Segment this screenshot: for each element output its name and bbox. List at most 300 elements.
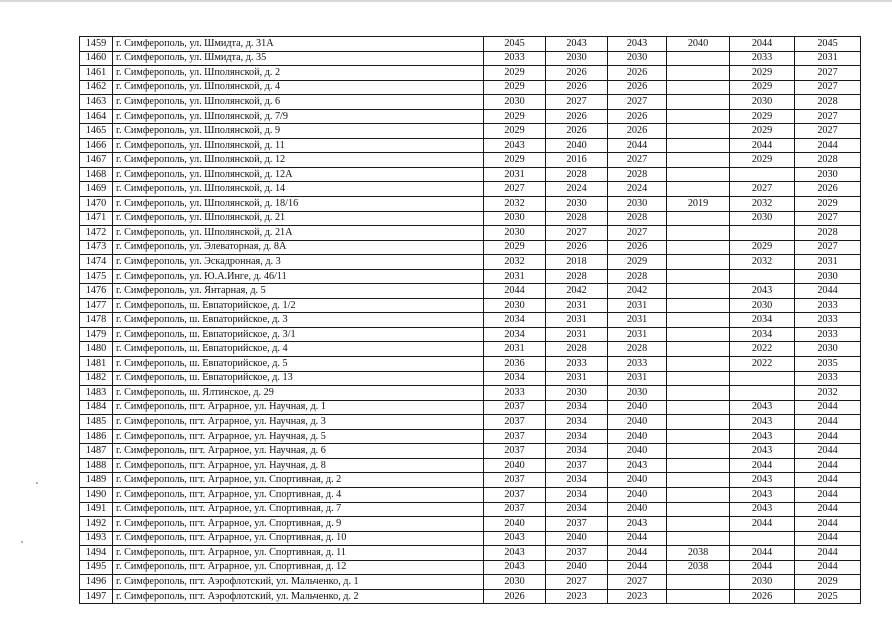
year-cell-4 [667, 517, 730, 532]
row-number-cell: 1479 [80, 327, 113, 342]
year-cell-6: 2026 [795, 182, 861, 197]
year-cell-3: 2029 [608, 255, 667, 270]
year-cell-4 [667, 95, 730, 110]
row-number-cell: 1466 [80, 138, 113, 153]
address-cell: г. Симферополь, ул. Шполянской, д. 6 [113, 95, 484, 110]
address-cell: г. Симферополь, ул. Эскадронная, д. 3 [113, 255, 484, 270]
year-cell-1: 2032 [484, 255, 546, 270]
year-cell-1: 2036 [484, 357, 546, 372]
year-cell-6: 2044 [795, 546, 861, 561]
table-row [80, 415, 861, 430]
year-cell-4 [667, 458, 730, 473]
year-cell-4 [667, 444, 730, 459]
address-cell: г. Симферополь, ул. Шполянской, д. 12А [113, 167, 484, 182]
row-number-cell: 1488 [80, 458, 113, 473]
year-cell-6: 2029 [795, 197, 861, 212]
row-number-cell: 1497 [80, 589, 113, 604]
year-cell-5: 2043 [730, 400, 795, 415]
address-cell: г. Симферополь, ул. Шполянской, д. 9 [113, 124, 484, 139]
year-cell-4 [667, 167, 730, 182]
table-row [80, 167, 861, 182]
row-number-cell: 1471 [80, 211, 113, 226]
year-cell-2: 2031 [546, 313, 608, 328]
table-row [80, 531, 861, 546]
row-number-cell: 1462 [80, 80, 113, 95]
table-row [80, 487, 861, 502]
year-cell-6: 2044 [795, 458, 861, 473]
year-cell-6: 2044 [795, 473, 861, 488]
year-cell-4 [667, 240, 730, 255]
year-cell-4 [667, 182, 730, 197]
year-cell-5: 2030 [730, 211, 795, 226]
year-cell-5: 2030 [730, 95, 795, 110]
year-cell-4 [667, 371, 730, 386]
year-cell-2: 2030 [546, 51, 608, 66]
year-cell-2: 2031 [546, 327, 608, 342]
table-row [80, 371, 861, 386]
row-number-cell: 1469 [80, 182, 113, 197]
row-number-cell: 1459 [80, 37, 113, 52]
row-number-cell: 1496 [80, 575, 113, 590]
row-number-cell: 1482 [80, 371, 113, 386]
year-cell-2: 2016 [546, 153, 608, 168]
year-cell-5: 2029 [730, 80, 795, 95]
table-row [80, 560, 861, 575]
year-cell-2: 2037 [546, 546, 608, 561]
year-cell-4 [667, 502, 730, 517]
row-number-cell: 1464 [80, 109, 113, 124]
year-cell-2: 2024 [546, 182, 608, 197]
year-cell-3: 2027 [608, 226, 667, 241]
year-cell-5: 2032 [730, 255, 795, 270]
year-cell-2: 2031 [546, 298, 608, 313]
year-cell-3: 2044 [608, 560, 667, 575]
year-cell-5: 2044 [730, 37, 795, 52]
year-cell-2: 2040 [546, 138, 608, 153]
table-row [80, 51, 861, 66]
table-row [80, 284, 861, 299]
address-cell: г. Симферополь, пгт. Аэрофлотский, ул. Мальченко, д. 2 [113, 589, 484, 604]
year-cell-4 [667, 226, 730, 241]
row-number-cell: 1493 [80, 531, 113, 546]
year-cell-6: 2044 [795, 284, 861, 299]
year-cell-2: 2028 [546, 269, 608, 284]
year-cell-3: 2023 [608, 589, 667, 604]
year-cell-6: 2030 [795, 167, 861, 182]
year-cell-2: 2031 [546, 371, 608, 386]
row-number-cell: 1487 [80, 444, 113, 459]
year-cell-6: 2029 [795, 575, 861, 590]
address-cell: г. Симферополь, ул. Элеваторная, д. 8А [113, 240, 484, 255]
year-cell-1: 2045 [484, 37, 546, 52]
year-cell-4 [667, 211, 730, 226]
year-cell-5: 2044 [730, 517, 795, 532]
year-cell-3: 2040 [608, 400, 667, 415]
table-row [80, 240, 861, 255]
year-cell-1: 2030 [484, 226, 546, 241]
year-cell-3: 2043 [608, 458, 667, 473]
row-number-cell: 1470 [80, 197, 113, 212]
housing-repair-schedule-table [79, 36, 861, 604]
year-cell-4 [667, 124, 730, 139]
year-cell-2: 2034 [546, 444, 608, 459]
year-cell-6: 2044 [795, 531, 861, 546]
year-cell-4 [667, 255, 730, 270]
address-cell: г. Симферополь, пгт. Аграрное, ул. Спортивная, д. 10 [113, 531, 484, 546]
year-cell-1: 2037 [484, 487, 546, 502]
year-cell-1: 2032 [484, 197, 546, 212]
year-cell-5: 2027 [730, 182, 795, 197]
year-cell-4 [667, 327, 730, 342]
address-cell: г. Симферополь, ш. Евпаторийское, д. 4 [113, 342, 484, 357]
address-cell: г. Симферополь, ул. Шполянской, д. 12 [113, 153, 484, 168]
year-cell-3: 2027 [608, 575, 667, 590]
address-cell: г. Симферополь, ул. Шполянской, д. 2 [113, 66, 484, 81]
address-cell: г. Симферополь, пгт. Аграрное, ул. Спортивная, д. 12 [113, 560, 484, 575]
row-number-cell: 1486 [80, 429, 113, 444]
table-row [80, 109, 861, 124]
year-cell-4 [667, 386, 730, 401]
address-cell: г. Симферополь, пгт. Аграрное, ул. Спортивная, д. 7 [113, 502, 484, 517]
year-cell-4 [667, 298, 730, 313]
year-cell-5 [730, 531, 795, 546]
year-cell-4 [667, 473, 730, 488]
address-cell: г. Симферополь, ш. Евпаторийское, д. 13 [113, 371, 484, 386]
address-cell: г. Симферополь, ул. Шполянской, д. 21А [113, 226, 484, 241]
year-cell-6: 2030 [795, 342, 861, 357]
year-cell-5: 2029 [730, 240, 795, 255]
year-cell-4: 2038 [667, 560, 730, 575]
table-row [80, 80, 861, 95]
year-cell-5 [730, 226, 795, 241]
address-cell: г. Симферополь, ул. Шполянской, д. 21 [113, 211, 484, 226]
year-cell-5: 2022 [730, 357, 795, 372]
year-cell-2: 2034 [546, 487, 608, 502]
year-cell-2: 2030 [546, 386, 608, 401]
year-cell-5: 2044 [730, 546, 795, 561]
year-cell-2: 2043 [546, 37, 608, 52]
year-cell-5: 2043 [730, 473, 795, 488]
year-cell-3: 2027 [608, 153, 667, 168]
year-cell-3: 2030 [608, 51, 667, 66]
year-cell-3: 2026 [608, 66, 667, 81]
row-number-cell: 1474 [80, 255, 113, 270]
year-cell-2: 2037 [546, 517, 608, 532]
address-cell: г. Симферополь, ш. Евпаторийское, д. 3/1 [113, 327, 484, 342]
year-cell-1: 2031 [484, 269, 546, 284]
year-cell-1: 2034 [484, 313, 546, 328]
year-cell-5: 2043 [730, 502, 795, 517]
year-cell-5: 2029 [730, 153, 795, 168]
year-cell-3: 2040 [608, 429, 667, 444]
year-cell-4 [667, 138, 730, 153]
year-cell-5 [730, 167, 795, 182]
year-cell-3: 2028 [608, 211, 667, 226]
year-cell-1: 2037 [484, 429, 546, 444]
address-cell: г. Симферополь, пгт. Аграрное, ул. Научная, д. 8 [113, 458, 484, 473]
year-cell-5: 2043 [730, 444, 795, 459]
year-cell-2: 2040 [546, 531, 608, 546]
address-cell: г. Симферополь, ул. Янтарная, д. 5 [113, 284, 484, 299]
address-cell: г. Симферополь, ул. Шмидта, д. 35 [113, 51, 484, 66]
address-cell: г. Симферополь, ул. Шполянской, д. 7/9 [113, 109, 484, 124]
row-number-cell: 1494 [80, 546, 113, 561]
table-row [80, 197, 861, 212]
year-cell-2: 2026 [546, 124, 608, 139]
table-row [80, 473, 861, 488]
year-cell-5: 2033 [730, 51, 795, 66]
year-cell-1: 2029 [484, 153, 546, 168]
year-cell-1: 2029 [484, 109, 546, 124]
year-cell-3: 2044 [608, 546, 667, 561]
year-cell-6: 2044 [795, 560, 861, 575]
year-cell-1: 2026 [484, 589, 546, 604]
year-cell-3: 2044 [608, 531, 667, 546]
table-row [80, 546, 861, 561]
year-cell-1: 2040 [484, 517, 546, 532]
year-cell-5: 2043 [730, 487, 795, 502]
year-cell-4 [667, 51, 730, 66]
year-cell-4 [667, 357, 730, 372]
year-cell-3: 2031 [608, 313, 667, 328]
year-cell-5: 2032 [730, 197, 795, 212]
table-row [80, 444, 861, 459]
year-cell-6: 2044 [795, 429, 861, 444]
table-row [80, 400, 861, 415]
year-cell-2: 2026 [546, 240, 608, 255]
table-row [80, 575, 861, 590]
table-row [80, 95, 861, 110]
row-number-cell: 1483 [80, 386, 113, 401]
address-cell: г. Симферополь, пгт. Аграрное, ул. Научная, д. 3 [113, 415, 484, 430]
year-cell-4 [667, 269, 730, 284]
year-cell-3: 2042 [608, 284, 667, 299]
year-cell-3: 2024 [608, 182, 667, 197]
address-cell: г. Симферополь, ул. Ю.А.Инге, д. 46/11 [113, 269, 484, 284]
year-cell-3: 2043 [608, 517, 667, 532]
year-cell-3: 2026 [608, 109, 667, 124]
year-cell-4: 2038 [667, 546, 730, 561]
year-cell-2: 2027 [546, 226, 608, 241]
scan-top-edge [0, 0, 892, 2]
year-cell-6: 2028 [795, 226, 861, 241]
year-cell-6: 2044 [795, 415, 861, 430]
year-cell-3: 2040 [608, 415, 667, 430]
year-cell-3: 2026 [608, 124, 667, 139]
year-cell-6: 2030 [795, 269, 861, 284]
row-number-cell: 1480 [80, 342, 113, 357]
table-row [80, 517, 861, 532]
year-cell-5: 2034 [730, 313, 795, 328]
address-cell: г. Симферополь, ул. Шполянской, д. 18/16 [113, 197, 484, 212]
address-cell: г. Симферополь, пгт. Аграрное, ул. Спортивная, д. 9 [113, 517, 484, 532]
address-cell: г. Симферополь, ш. Евпаторийское, д. 1/2 [113, 298, 484, 313]
address-cell: г. Симферополь, пгт. Аграрное, ул. Научная, д. 1 [113, 400, 484, 415]
year-cell-6: 2033 [795, 371, 861, 386]
year-cell-4 [667, 589, 730, 604]
year-cell-3: 2028 [608, 269, 667, 284]
address-cell: г. Симферополь, пгт. Аграрное, ул. Спортивная, д. 2 [113, 473, 484, 488]
year-cell-2: 2028 [546, 211, 608, 226]
row-number-cell: 1478 [80, 313, 113, 328]
table-body [80, 37, 861, 604]
year-cell-4 [667, 575, 730, 590]
year-cell-2: 2026 [546, 109, 608, 124]
year-cell-2: 2018 [546, 255, 608, 270]
year-cell-1: 2031 [484, 342, 546, 357]
year-cell-5: 2044 [730, 560, 795, 575]
row-number-cell: 1481 [80, 357, 113, 372]
year-cell-3: 2044 [608, 138, 667, 153]
address-cell: г. Симферополь, пгт. Аэрофлотский, ул. Мальченко, д. 1 [113, 575, 484, 590]
table-row [80, 37, 861, 52]
year-cell-4 [667, 284, 730, 299]
year-cell-4 [667, 531, 730, 546]
row-number-cell: 1473 [80, 240, 113, 255]
year-cell-1: 2037 [484, 502, 546, 517]
year-cell-2: 2026 [546, 66, 608, 81]
year-cell-4: 2040 [667, 37, 730, 52]
year-cell-6: 2044 [795, 487, 861, 502]
year-cell-3: 2030 [608, 386, 667, 401]
year-cell-2: 2023 [546, 589, 608, 604]
year-cell-1: 2029 [484, 240, 546, 255]
row-number-cell: 1477 [80, 298, 113, 313]
year-cell-2: 2030 [546, 197, 608, 212]
year-cell-1: 2029 [484, 80, 546, 95]
year-cell-3: 2026 [608, 240, 667, 255]
year-cell-5: 2044 [730, 458, 795, 473]
year-cell-4 [667, 153, 730, 168]
year-cell-1: 2044 [484, 284, 546, 299]
table-row [80, 182, 861, 197]
table-row [80, 386, 861, 401]
year-cell-6: 2032 [795, 386, 861, 401]
year-cell-4 [667, 400, 730, 415]
row-number-cell: 1484 [80, 400, 113, 415]
row-number-cell: 1495 [80, 560, 113, 575]
year-cell-4: 2019 [667, 197, 730, 212]
row-number-cell: 1491 [80, 502, 113, 517]
year-cell-5 [730, 269, 795, 284]
year-cell-4 [667, 313, 730, 328]
year-cell-2: 2042 [546, 284, 608, 299]
year-cell-6: 2044 [795, 502, 861, 517]
year-cell-4 [667, 80, 730, 95]
year-cell-6: 2027 [795, 109, 861, 124]
year-cell-4 [667, 429, 730, 444]
year-cell-4 [667, 415, 730, 430]
table-row [80, 589, 861, 604]
year-cell-6: 2035 [795, 357, 861, 372]
year-cell-1: 2033 [484, 386, 546, 401]
table-row [80, 502, 861, 517]
year-cell-1: 2034 [484, 327, 546, 342]
scan-speck [36, 482, 38, 484]
row-number-cell: 1460 [80, 51, 113, 66]
address-cell: г. Симферополь, ул. Шполянской, д. 11 [113, 138, 484, 153]
table-row [80, 255, 861, 270]
table-row [80, 313, 861, 328]
year-cell-6: 2027 [795, 240, 861, 255]
year-cell-2: 2027 [546, 575, 608, 590]
year-cell-3: 2040 [608, 444, 667, 459]
year-cell-3: 2028 [608, 167, 667, 182]
year-cell-6: 2027 [795, 124, 861, 139]
row-number-cell: 1492 [80, 517, 113, 532]
table-row [80, 269, 861, 284]
year-cell-2: 2034 [546, 400, 608, 415]
year-cell-3: 2040 [608, 487, 667, 502]
table-row [80, 138, 861, 153]
scan-speck [21, 541, 23, 543]
year-cell-6: 2027 [795, 80, 861, 95]
table-row [80, 124, 861, 139]
year-cell-3: 2031 [608, 371, 667, 386]
row-number-cell: 1465 [80, 124, 113, 139]
year-cell-5: 2029 [730, 109, 795, 124]
year-cell-2: 2037 [546, 458, 608, 473]
year-cell-6: 2044 [795, 400, 861, 415]
year-cell-3: 2027 [608, 95, 667, 110]
year-cell-6: 2028 [795, 153, 861, 168]
year-cell-6: 2031 [795, 255, 861, 270]
year-cell-1: 2030 [484, 575, 546, 590]
address-cell: г. Симферополь, пгт. Аграрное, ул. Научная, д. 5 [113, 429, 484, 444]
table-row [80, 327, 861, 342]
row-number-cell: 1490 [80, 487, 113, 502]
row-number-cell: 1472 [80, 226, 113, 241]
table-row [80, 357, 861, 372]
year-cell-1: 2033 [484, 51, 546, 66]
year-cell-5: 2044 [730, 138, 795, 153]
year-cell-5: 2029 [730, 124, 795, 139]
year-cell-5 [730, 371, 795, 386]
year-cell-1: 2037 [484, 473, 546, 488]
address-cell: г. Симферополь, пгт. Аграрное, ул. Спортивная, д. 4 [113, 487, 484, 502]
year-cell-5: 2043 [730, 415, 795, 430]
year-cell-2: 2034 [546, 473, 608, 488]
year-cell-3: 2033 [608, 357, 667, 372]
year-cell-2: 2028 [546, 342, 608, 357]
year-cell-1: 2030 [484, 298, 546, 313]
year-cell-1: 2043 [484, 531, 546, 546]
year-cell-6: 2044 [795, 444, 861, 459]
year-cell-5: 2029 [730, 66, 795, 81]
table-row [80, 342, 861, 357]
year-cell-2: 2040 [546, 560, 608, 575]
address-cell: г. Симферополь, ш. Евпаторийское, д. 3 [113, 313, 484, 328]
year-cell-1: 2031 [484, 167, 546, 182]
year-cell-6: 2027 [795, 66, 861, 81]
year-cell-2: 2034 [546, 502, 608, 517]
year-cell-2: 2034 [546, 429, 608, 444]
year-cell-3: 2030 [608, 197, 667, 212]
table-row [80, 298, 861, 313]
year-cell-2: 2028 [546, 167, 608, 182]
address-cell: г. Симферополь, ш. Ялтинское, д. 29 [113, 386, 484, 401]
year-cell-1: 2043 [484, 560, 546, 575]
year-cell-4 [667, 487, 730, 502]
year-cell-1: 2029 [484, 124, 546, 139]
year-cell-6: 2025 [795, 589, 861, 604]
year-cell-1: 2040 [484, 458, 546, 473]
row-number-cell: 1476 [80, 284, 113, 299]
year-cell-6: 2044 [795, 517, 861, 532]
year-cell-5: 2030 [730, 298, 795, 313]
year-cell-5: 2034 [730, 327, 795, 342]
year-cell-1: 2027 [484, 182, 546, 197]
